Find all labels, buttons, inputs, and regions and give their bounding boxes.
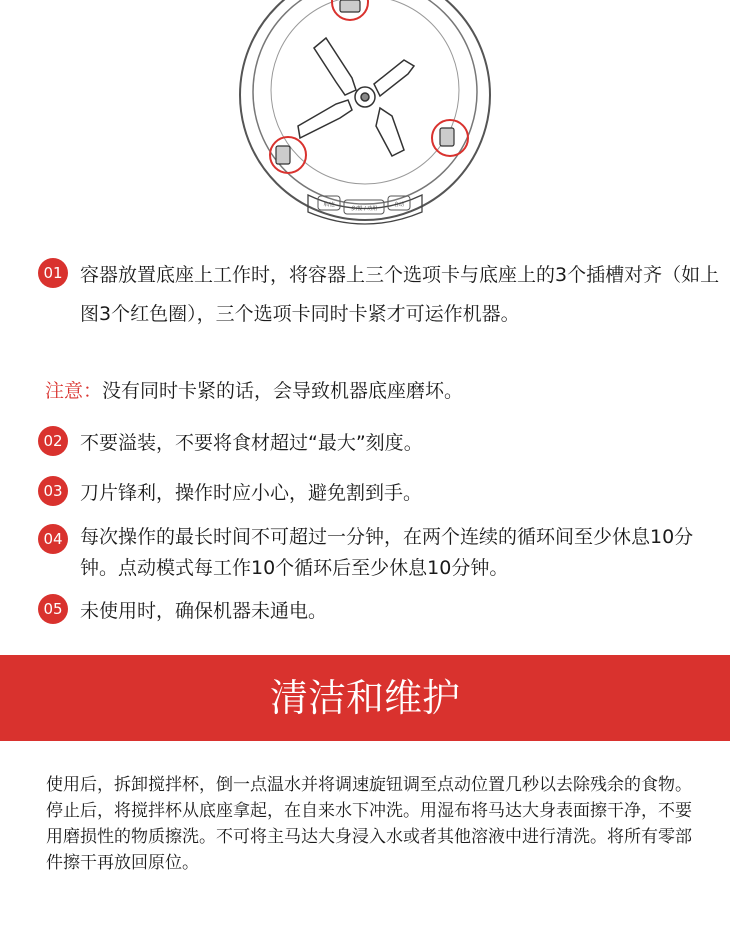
cross-blade bbox=[298, 38, 414, 156]
latch-clips bbox=[276, 0, 454, 164]
section-title: 清洁和维护 bbox=[269, 676, 460, 720]
list-item-text: 容器放置底座上工作时，将容器上三个选项卡与底座上的3个插槽对齐（如上图3个红色圈），三个选项卡同时卡紧才可运作机器。 bbox=[80, 264, 720, 325]
number-badge: 01 bbox=[38, 258, 68, 288]
red-highlight-circles bbox=[270, 0, 468, 173]
base-label-3: 自动 bbox=[393, 202, 405, 208]
number-badge: 05 bbox=[38, 594, 68, 624]
number-badge: 02 bbox=[38, 426, 68, 456]
note-label: 注意： bbox=[45, 380, 103, 402]
warning-note bbox=[45, 375, 463, 407]
list-item-text: 每次操作的最长时间不可超过一分钟，在两个连续的循环间至少休息10分钟。点动模式每工作10个循环后至少休息10分钟。 bbox=[80, 526, 694, 579]
list-item-text: 刀片锋利，操作时应小心，避免割到手。 bbox=[80, 482, 423, 504]
number-badge: 03 bbox=[38, 476, 68, 506]
number-badge: 04 bbox=[38, 524, 68, 554]
blender-base-diagram bbox=[0, 0, 730, 250]
base-label-2: 多/搅 / 功用 bbox=[350, 206, 378, 212]
cleaning-paragraph: 使用后，拆卸搅拌杯，倒一点温水并将调速旋钮调至点动位置几秒以去除残余的食物。停止后，将搅拌杯从底座拿起，在自来水下冲洗。用湿布将马达大身表面擦干净，不要用磨损性的物质擦洗。不可将主马达大身浸入水或者其他溶液中进行清洗。将所有零部件擦干再放回原位。 bbox=[46, 775, 692, 873]
base-label-1: 单/连 bbox=[323, 202, 335, 208]
list-item-text: 不要溢装，不要将食材超过“最大”刻度。 bbox=[80, 432, 423, 454]
section-banner bbox=[0, 655, 730, 741]
list-item-text: 未使用时，确保机器未通电。 bbox=[80, 600, 328, 622]
note-text: 没有同时卡紧的话，会导致机器底座磨坏。 bbox=[102, 380, 464, 402]
